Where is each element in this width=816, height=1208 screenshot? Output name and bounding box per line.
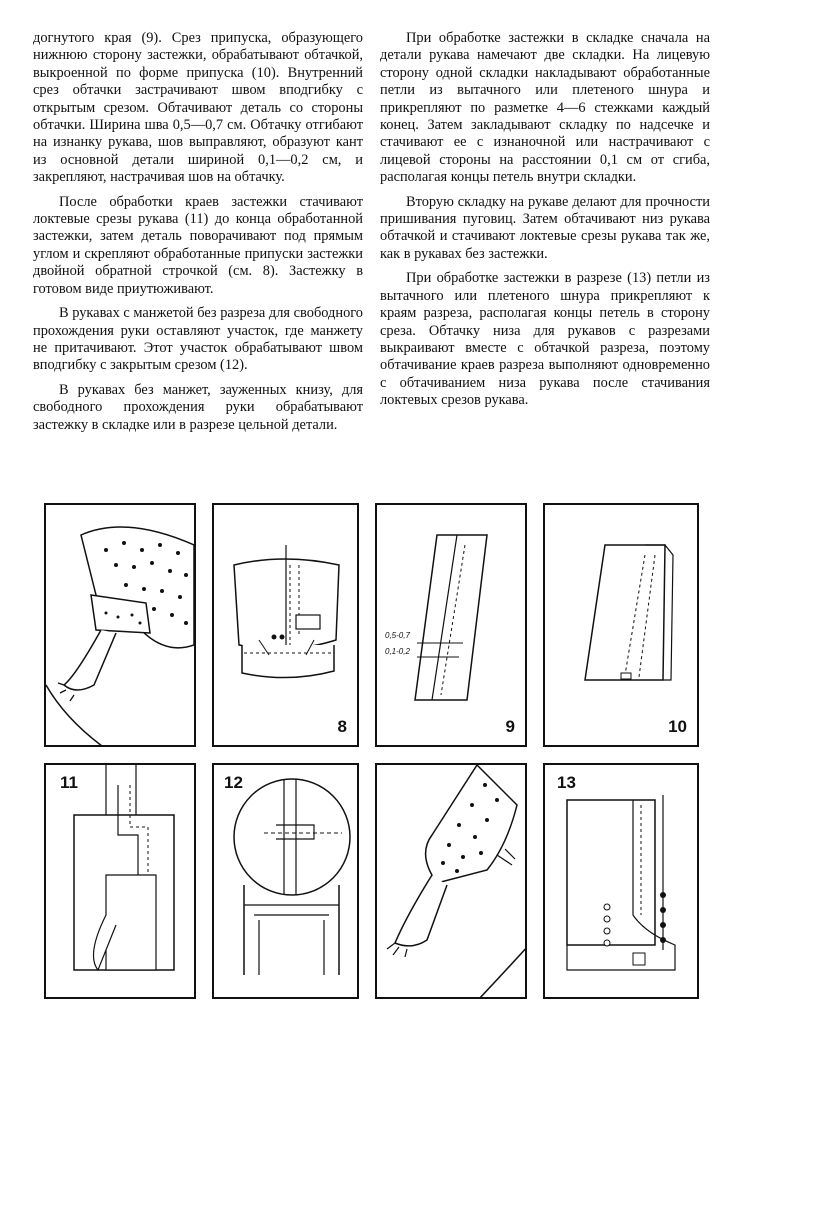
figure-9-panel [375, 503, 527, 747]
fig9-drawing [377, 505, 527, 747]
paragraph: При обработке застежки в складке сначала на детали рукава намечают две складки. На лицевую сторону одной складки накладывают обработанные петли из вытачного или плетеного шнура и прикрепляют по разметке 4—6 стежками каждый конец. Затем закладывают складку по надсечке и стачивают ее с изнаночной или настрачивают с лицевой стороны на расстоянии 0,1 см от сгиба, располагая концы петель внутри складки. [380, 30, 710, 186]
figure-number: 12 [224, 773, 243, 792]
sleeve-cuff-drawing [46, 505, 196, 747]
fig10-drawing [545, 505, 699, 747]
fig11-drawing [46, 765, 196, 999]
paragraph: После обработки краев застежки стачивают локтевые срезы рукава (11) до конца обработанной застежки, затем деталь поворачивают под прямым углом и скрепляют обработанные припуски застежки двойной обратной строчкой (см. 8). Застежку в готовом виде приутюживают. [33, 193, 363, 297]
narrow-sleeve-drawing [377, 765, 527, 999]
figure-10-panel [543, 503, 699, 747]
paragraph: При обработке застежки в разрезе (13) петли из вытачного или плетеного шнура прикрепляют к краям разреза, располагая концы петель в сторону среза. Обтачку низа для рукавов с разрезами выкраивают вместе с обтачкой разреза, поэтому обтачивание краев разреза выполняют одновременно с обтачиванием низа рукава после стачивания локтевых срезов рукава. [380, 270, 710, 409]
figure-number: 10 [668, 717, 687, 736]
figure-13-panel [543, 763, 699, 999]
dimension-label: 0,1-0,2 [385, 647, 410, 656]
fig8-drawing [214, 505, 359, 747]
figure-number: 13 [557, 773, 576, 792]
paragraph: Вторую складку на рукаве делают для прочности пришивания пуговиц. Затем обтачивают низ рукава обтачкой и стачивают локтевые срезы рукава так же, как в рукавах без застежки. [380, 193, 710, 262]
figure-12-panel [212, 763, 359, 999]
fig13-drawing [545, 765, 699, 999]
paragraph: догнутого края (9). Срез припуска, образующего нижнюю сторону застежки, обрабатывают обтачкой, выкроенной по форме припуска (10). Внутренний срез обтачки застрачивают швом вподгибку с открытым срезом. Обтачивают деталь со стороны обтачки. Ширина шва 0,5—0,7 см. Обтачку отгибают на изнанку рукава, шов выправляют, образуют кант из основной детали шириной 0,1—0,2 см, и закрепляют, настрачивая шов на обтачку. [33, 30, 363, 186]
figure-sleeve-cuff-illustration [44, 503, 196, 747]
text-column-right [380, 30, 710, 417]
figure-number: 9 [505, 717, 515, 736]
paragraph: В рукавах с манжетой без разреза для свободного прохождения руки оставляют участок, где манжету не притачивают. Этот участок обрабатывают швом вподгибку с закрытым срезом (12). [33, 305, 363, 374]
figure-11-panel [44, 763, 196, 999]
figure-number: 11 [60, 773, 78, 792]
figure-8-panel [212, 503, 359, 747]
figure-narrow-sleeve-illustration [375, 763, 527, 999]
fig12-drawing [214, 765, 359, 999]
dimension-label: 0,5-0,7 [385, 631, 410, 640]
text-column-left [33, 30, 363, 441]
figure-number: 8 [337, 717, 347, 736]
paragraph: В рукавах без манжет, зауженных книзу, для свободного прохождения руки обрабатывают застежку в складке или в разрезе цельной детали. [33, 381, 363, 433]
